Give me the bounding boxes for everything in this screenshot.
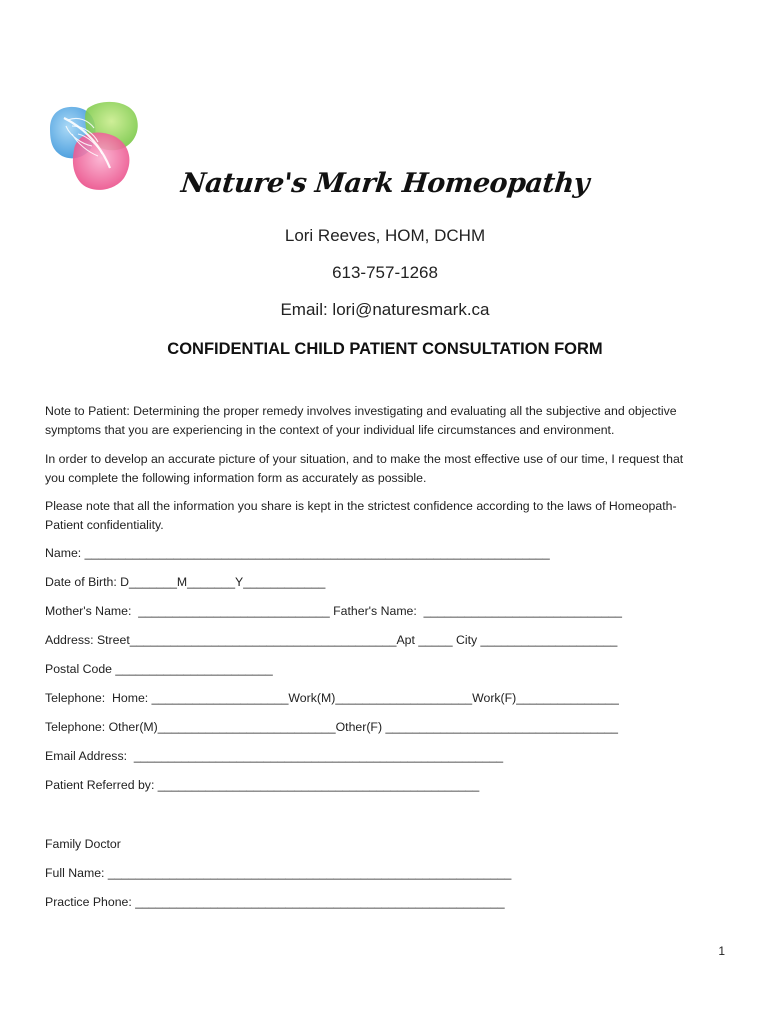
note-paragraph-line-2: symptoms that you are experiencing in the context of your individual life circumstances and environment. [45,423,615,437]
telephone-other-field[interactable]: Telephone: Other(M)__________________________Other(F) __________________________________ [45,720,618,734]
address-field[interactable]: Address: Street_______________________________________Apt _____ City ____________________ [45,633,618,647]
email-address-field[interactable]: Email Address: ______________________________________________________ [45,749,504,763]
postal-code-field[interactable]: Postal Code _______________________ [45,662,273,676]
confidentiality-paragraph-line-1: Please note that all the information you share is kept in the strictest confidence according to the laws of Homeopath- [45,499,677,513]
practitioner-name: Lori Reeves, HOM, DCHM [284,226,486,245]
contact-email: Email: lori@naturesmark.ca [280,300,490,319]
form-title: CONFIDENTIAL CHILD PATIENT CONSULTATION FORM [167,340,603,358]
parents-names-field[interactable]: Mother's Name: ____________________________ Father's Name: _____________________________ [45,604,622,618]
date-of-birth-field[interactable]: Date of Birth: D_______M_______Y____________ [45,575,326,589]
request-paragraph-line-1: In order to develop an accurate picture of your situation, and to make the most effective use of our time, I request that [45,452,684,466]
brand-name: Nature's Mark Homeopathy [179,168,591,199]
phone-number: 613-757-1268 [332,263,438,282]
confidentiality-paragraph-line-2: Patient confidentiality. [45,518,164,532]
page-number: 1 [718,944,725,958]
practice-phone-field[interactable]: Practice Phone: ______________________________________________________ [45,895,505,909]
family-doctor-heading: Family Doctor [45,837,121,851]
telephone-home-work-field[interactable]: Telephone: Home: ____________________Work(M)____________________Work(F)_______________ [45,691,619,705]
name-field[interactable]: Name: ____________________________________________________________________ [45,546,550,560]
doctor-full-name-field[interactable]: Full Name: ___________________________________________________________ [45,866,512,880]
note-paragraph-line-1: Note to Patient: Determining the proper remedy involves investigating and evaluating all the subjective and objective [45,404,677,418]
request-paragraph-line-2: you complete the following information form as accurately as possible. [45,471,427,485]
referred-by-field[interactable]: Patient Referred by: _______________________________________________ [45,778,480,792]
